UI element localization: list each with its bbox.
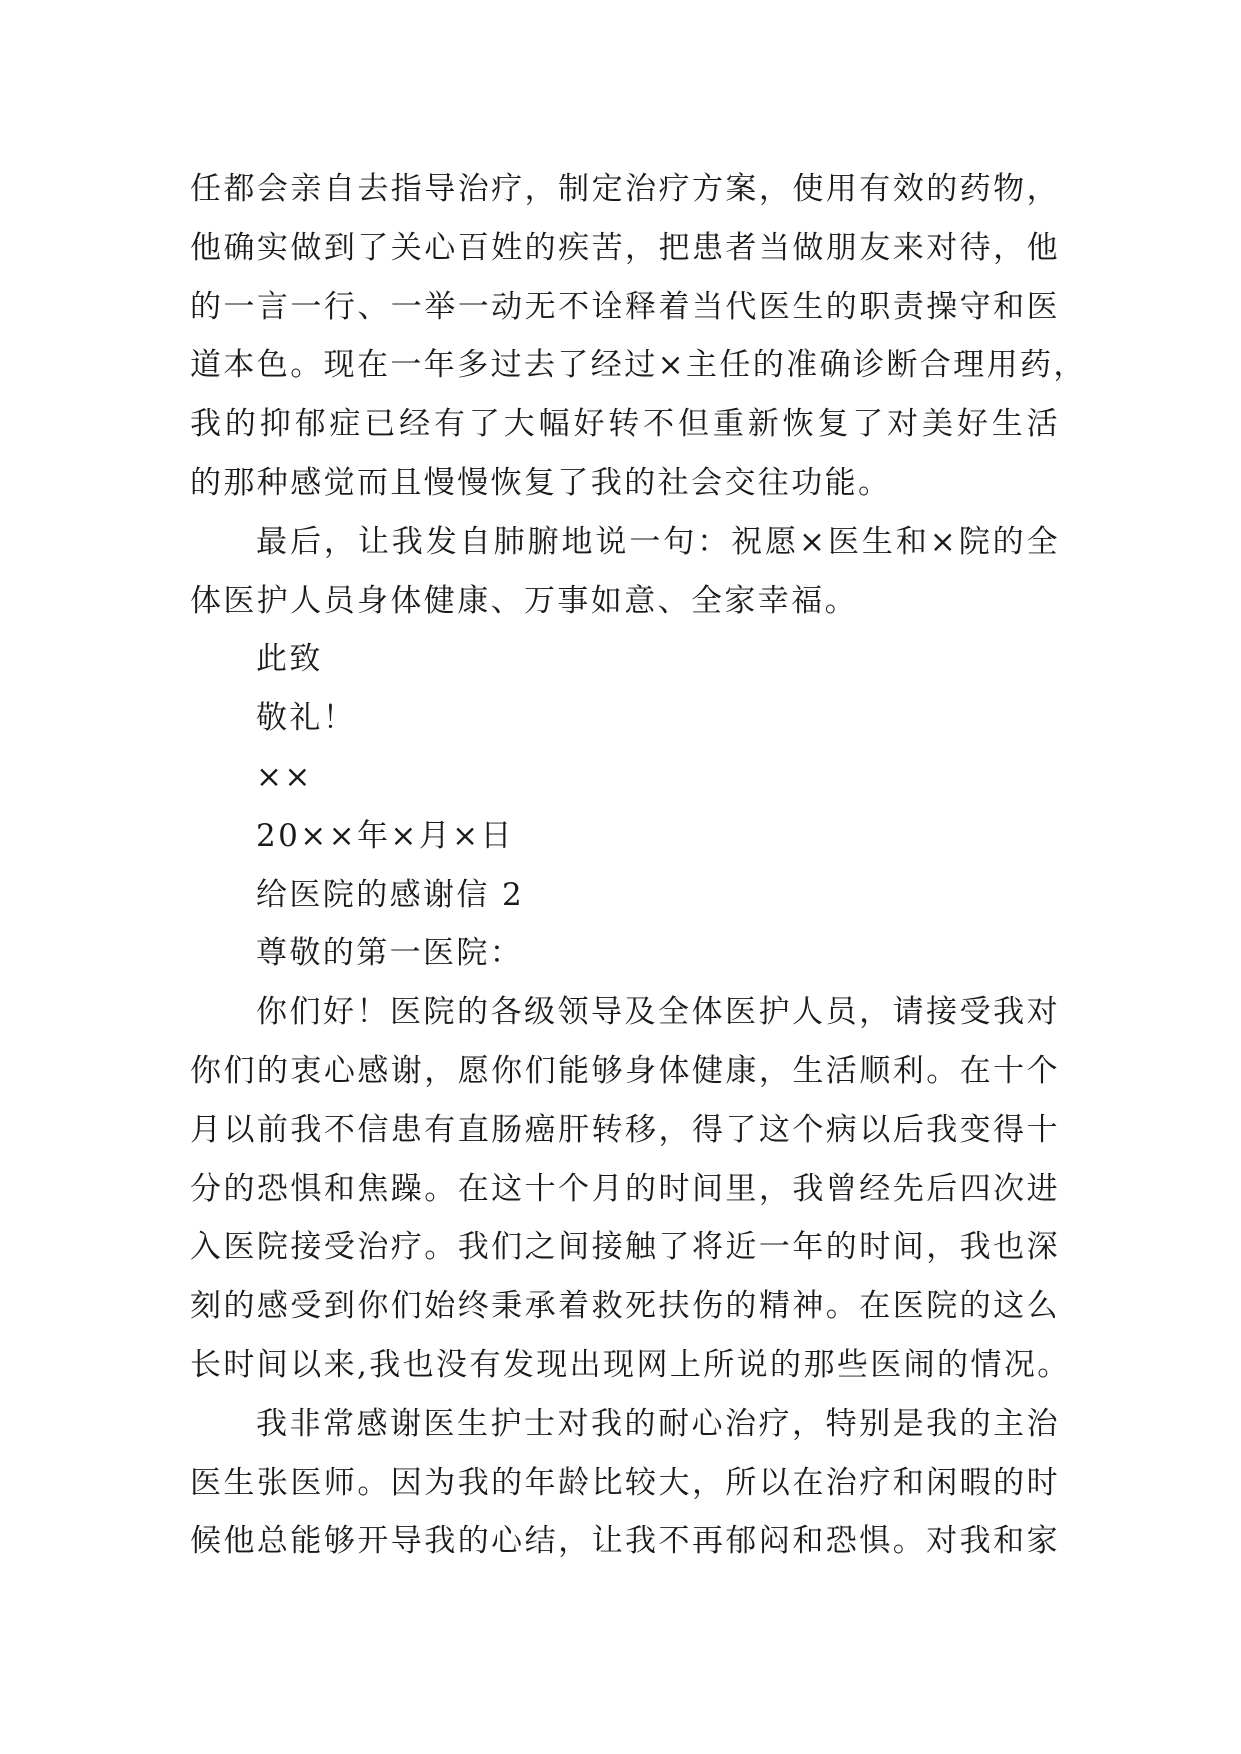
document-body bbox=[190, 160, 1087, 1571]
text-line: 候他总能够开导我的心结，让我不再郁闷和恐惧。对我和家 bbox=[190, 1523, 1060, 1560]
text-line: 任都会亲自去指导治疗，制定治疗方案，使用有效的药物， bbox=[190, 171, 1060, 207]
text-line: 刻的感受到你们始终秉承着救死扶伤的精神。在医院的这么 bbox=[190, 1288, 1060, 1325]
text-line: 入医院接受治疗。我们之间接触了将近一年的时间，我也深 bbox=[190, 1229, 1060, 1266]
closing-salutation: 此致 bbox=[256, 641, 323, 678]
date-line: 20××年×月×日 bbox=[256, 817, 514, 854]
text-line: 的那种感觉而且慢慢恢复了我的社会交往功能。 bbox=[190, 464, 892, 501]
text-line: 长时间以来,我也没有发现出现网上所说的那些医闹的情况。 bbox=[190, 1346, 1071, 1383]
text-line: 你们的衷心感谢，愿你们能够身体健康，生活顺利。在十个 bbox=[190, 1052, 1060, 1089]
text-line: 我的抑郁症已经有了大幅好转不但重新恢复了对美好生活 bbox=[190, 406, 1060, 443]
text-line: 医生张医师。因为我的年龄比较大，所以在治疗和闲暇的时 bbox=[190, 1464, 1060, 1501]
text-line: 你们好！医院的各级领导及全体医护人员，请接受我对 bbox=[256, 994, 1060, 1031]
signature: ×× bbox=[256, 758, 313, 795]
letter-heading: 给医院的感谢信 2 bbox=[256, 876, 525, 913]
letter-greeting: 尊敬的第一医院： bbox=[256, 935, 524, 972]
text-line: 月以前我不信患有直肠癌肝转移，得了这个病以后我变得十 bbox=[190, 1111, 1060, 1148]
text-line: 分的恐惧和焦躁。在这十个月的时间里，我曾经先后四次进 bbox=[190, 1170, 1060, 1207]
text-line: 最后，让我发自肺腑地说一句：祝愿×医生和×院的全 bbox=[256, 523, 1060, 560]
text-line: 他确实做到了关心百姓的疾苦，把患者当做朋友来对待，他 bbox=[190, 229, 1060, 266]
text-line: 道本色。现在一年多过去了经过×主任的准确诊断合理用药， bbox=[190, 347, 1087, 384]
text-line: 我非常感谢医生护士对我的耐心治疗，特别是我的主治 bbox=[256, 1405, 1060, 1442]
text-line: 体医护人员身体健康、万事如意、全家幸福。 bbox=[190, 582, 858, 619]
closing-respect: 敬礼！ bbox=[256, 700, 357, 737]
text-line: 的一言一行、一举一动无不诠释着当代医生的职责操守和医 bbox=[190, 288, 1060, 325]
